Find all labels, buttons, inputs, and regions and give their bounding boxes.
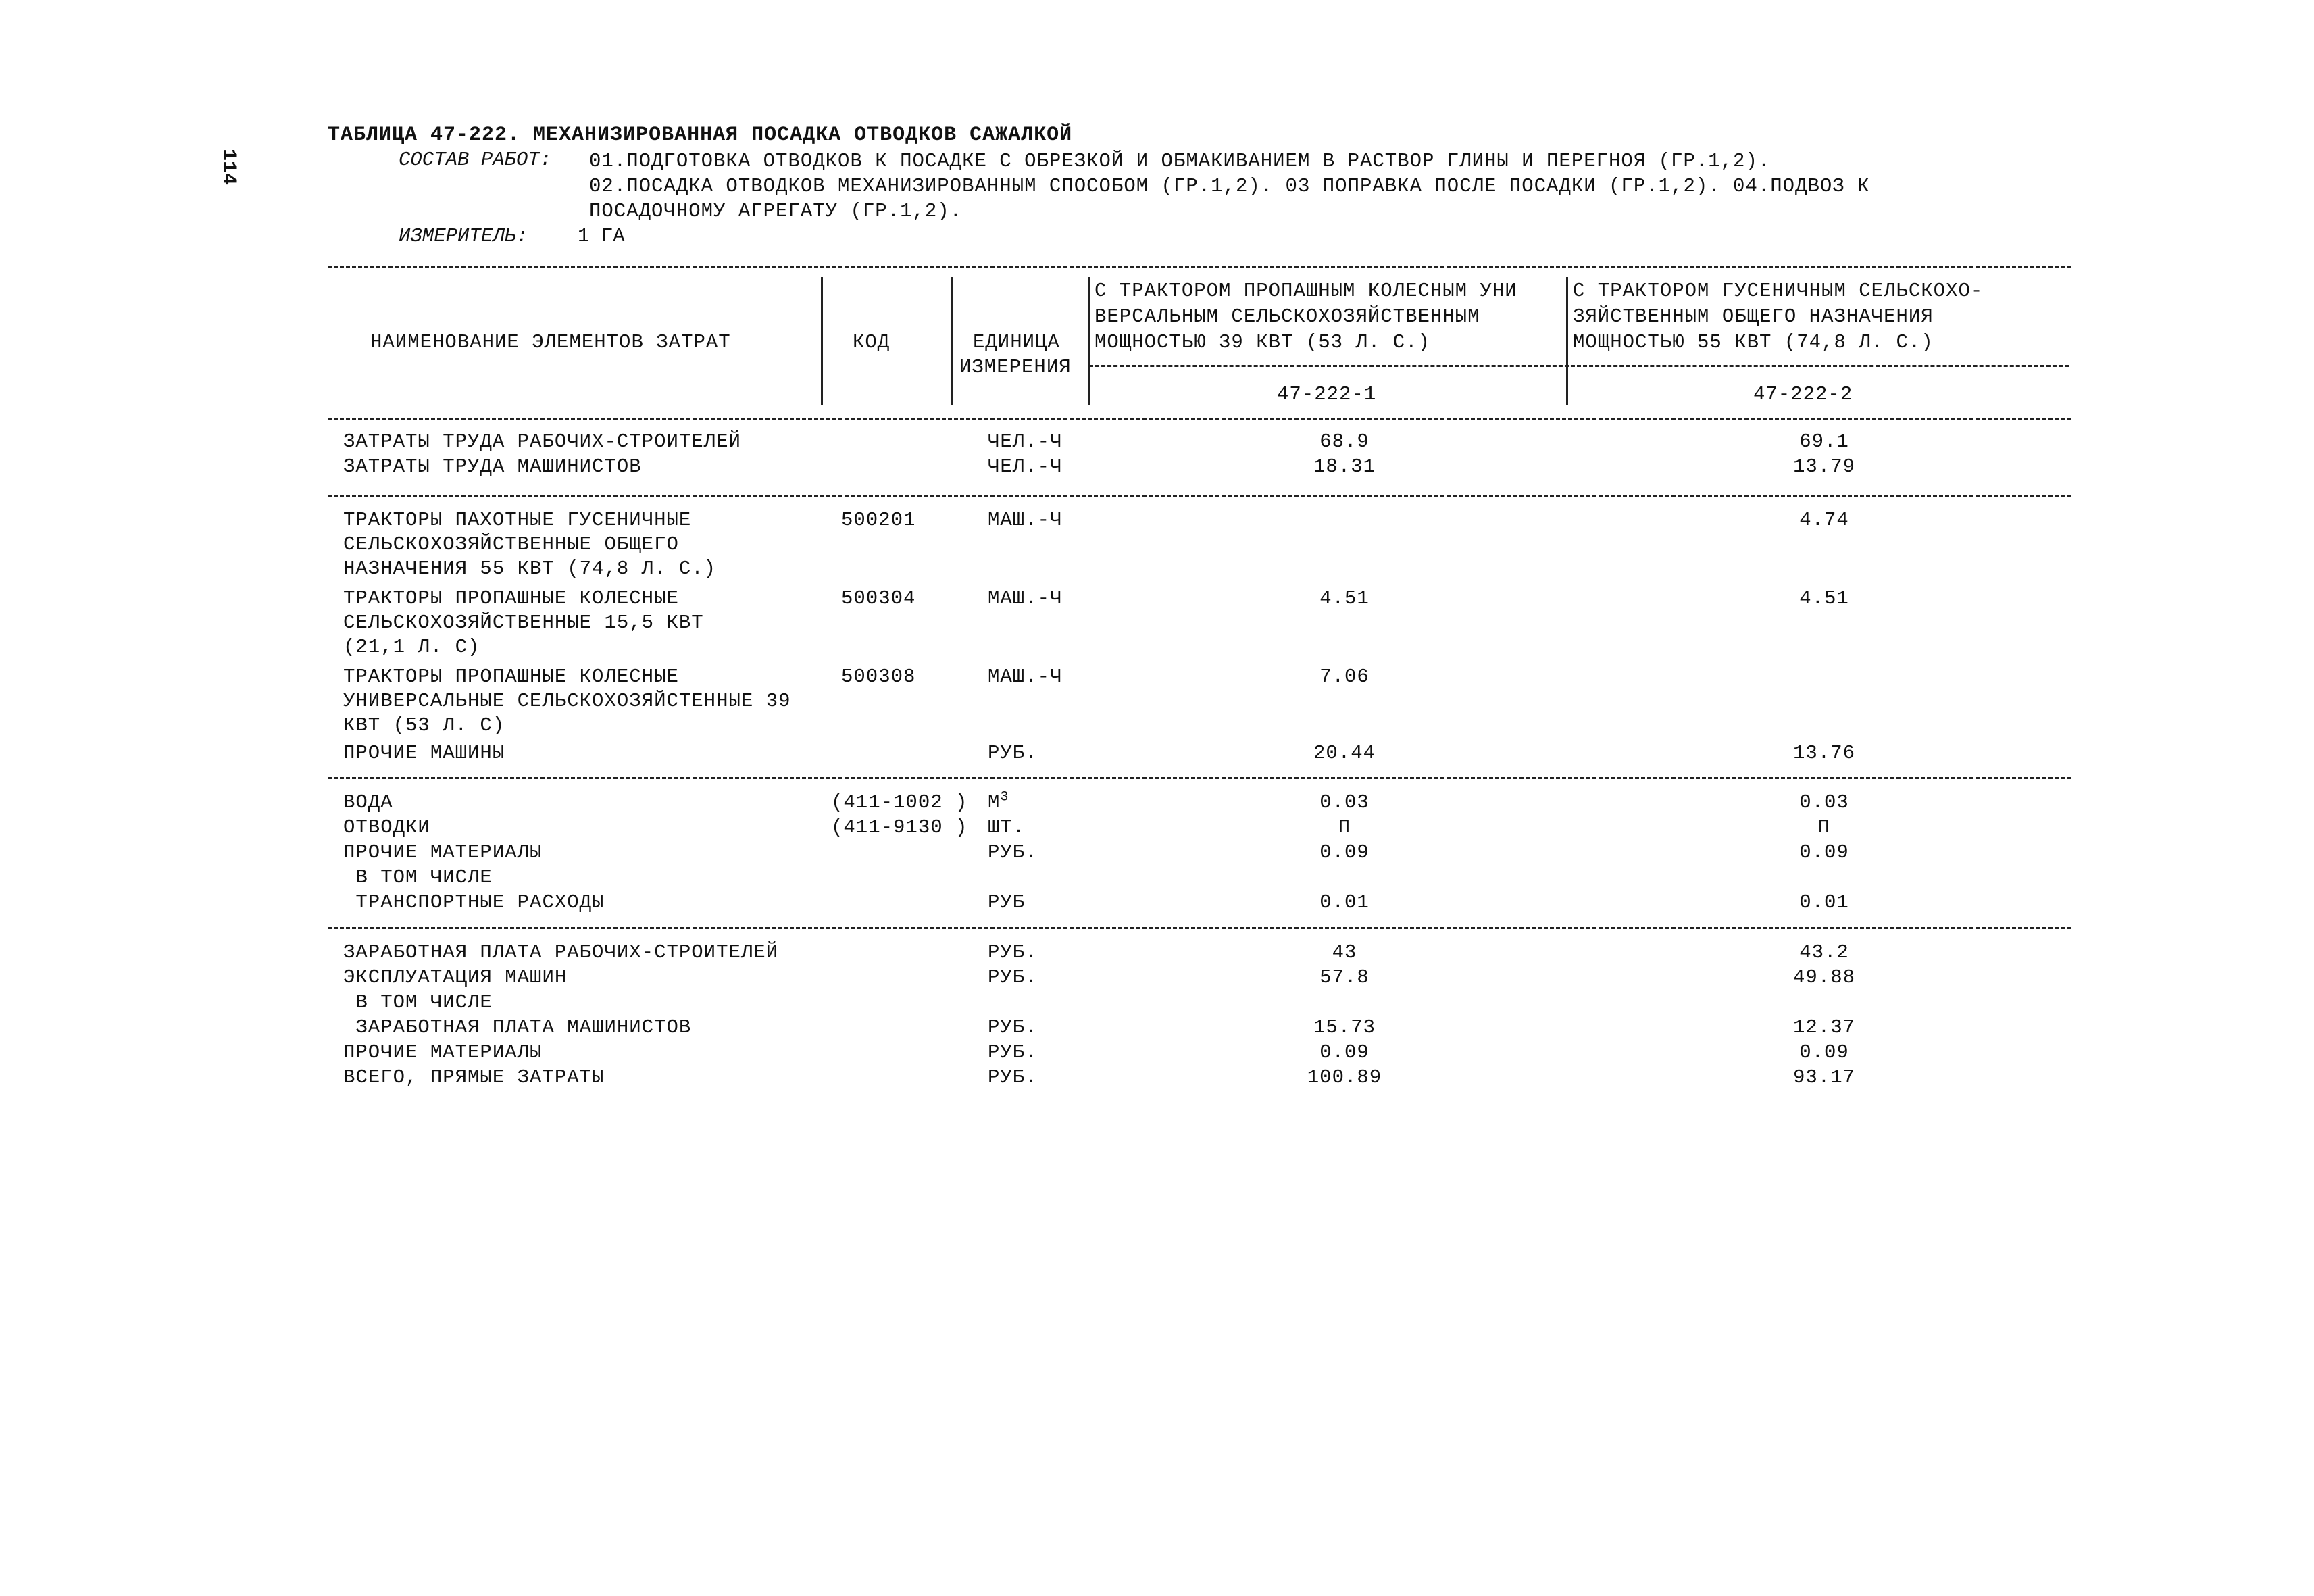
row-name: В ТОМ ЧИСЛЕ [343,991,493,1014]
column-divider [1566,277,1568,405]
row-value-col2: 13.79 [1792,455,1855,478]
row-value-col1: 0.09 [1319,841,1369,864]
section-rule [328,777,2071,779]
row-unit: ЧЕЛ.-Ч [988,430,1063,453]
meter-label: ИЗМЕРИТЕЛЬ: [399,225,528,247]
row-unit: МАШ.-Ч [988,587,1063,609]
row-unit: $М^3$ [988,789,1009,814]
row-name: ЗАТРАТЫ ТРУДА МАШИНИСТОВ [343,455,642,478]
work-composition-line: ПОСАДОЧНОМУ АГРЕГАТУ (ГР.1,2). [589,200,963,222]
column-divider [951,277,953,405]
column-divider [1088,277,1090,405]
row-value-col2: 0.09 [1799,1041,1849,1064]
row-unit: РУБ. [988,1066,1038,1089]
row-value-col1: П [1338,816,1351,839]
row-name: ТРАКТОРЫ ПРОПАШНЫЕ КОЛЕСНЫЕ СЕЛЬСКОХОЗЯЙСТВЕННЫЕ 15,5 КВТ (21,1 Л. С) [343,587,704,658]
row-name: ПРОЧИЕ МАШИНЫ [343,742,505,764]
row-name: ЗАТРАТЫ ТРУДА РАБОЧИХ-СТРОИТЕЛЕЙ [343,430,741,453]
row-value-col2: 69.1 [1799,430,1849,453]
row-value-col2: 0.09 [1799,841,1849,864]
row-value-col2: 49.88 [1792,966,1855,989]
header-col1-code: 47-222-1 [1277,383,1377,405]
row-value-col2: 12.37 [1792,1016,1855,1039]
header-sub-rule [1089,365,2069,367]
row-value-col2: 93.17 [1792,1066,1855,1089]
row-name: ОТВОДКИ [343,816,430,839]
row-value-col2: 4.51 [1799,587,1849,609]
row-unit: ЧЕЛ.-Ч [988,455,1063,478]
row-unit: РУБ. [988,1016,1038,1039]
row-name: ТРАКТОРЫ ПРОПАШНЫЕ КОЛЕСНЫЕ УНИВЕРСАЛЬНЫЕ СЕЛЬСКОХОЗЯЙСТЕННЫЕ 39 КВТ (53 Л. С) [343,666,791,737]
row-value-col2: 43.2 [1799,941,1849,964]
work-composition-line: 01.ПОДГОТОВКА ОТВОДКОВ К ПОСАДКЕ С ОБРЕЗКОЙ И ОБМАКИВАНИЕМ В РАСТВОР ГЛИНЫ И ПЕРЕГНОЯ (ГР.1,2). [589,150,1771,172]
row-unit: РУБ. [988,841,1038,864]
header-col2-code: 47-222-2 [1753,383,1853,405]
header-code: КОД [853,331,890,353]
header-col2-line: МОЩНОСТЬЮ 55 КВТ (74,8 Л. С.) [1573,331,1934,353]
meter-value: 1 ГА [578,225,625,247]
row-value-col2: П [1817,816,1831,839]
row-code: 500308 [841,666,916,688]
row-name: ЭКСПЛУАТАЦИЯ МАШИН [343,966,568,989]
row-value-col1: 100.89 [1307,1066,1382,1089]
header-bottom-rule [328,418,2071,420]
row-name: ВОДА [343,791,393,814]
row-value-col1: 0.03 [1319,791,1369,814]
row-unit: РУБ. [988,1041,1038,1064]
row-name: ТРАКТОРЫ ПАХОТНЫЕ ГУСЕНИЧНЫЕ СЕЛЬСКОХОЗЯЙСТВЕННЫЕ ОБЩЕГО НАЗНАЧЕНИЯ 55 КВТ (74,8 Л. С.) [343,509,717,580]
row-value-col1: 0.09 [1319,1041,1369,1064]
row-value-col2: 0.01 [1799,891,1849,914]
row-code: (411-9130 ) [831,816,968,839]
row-unit: РУБ. [988,941,1038,964]
row-value-col2: 13.76 [1792,742,1855,764]
row-value-col1: 20.44 [1313,742,1376,764]
row-name: В ТОМ ЧИСЛЕ [343,866,493,889]
table-top-rule [328,266,2071,268]
header-unit-line2: ИЗМЕРЕНИЯ [959,356,1072,378]
row-value-col2: 0.03 [1799,791,1849,814]
work-composition-line: 02.ПОСАДКА ОТВОДКОВ МЕХАНИЗИРОВАННЫМ СПОСОБОМ (ГР.1,2). 03 ПОПРАВКА ПОСЛЕ ПОСАДКИ (ГР.1,2). 04.ПОДВОЗ К [589,175,1870,197]
header-unit: ЕДИНИЦА [973,331,1060,353]
row-value-col1: 18.31 [1313,455,1376,478]
row-unit: РУБ. [988,742,1038,764]
row-value-col1: 68.9 [1319,430,1369,453]
page-number: 114 [217,149,240,186]
row-name: ВСЕГО, ПРЯМЫЕ ЗАТРАТЫ [343,1066,605,1089]
header-col2-line: С ТРАКТОРОМ ГУСЕНИЧНЫМ СЕЛЬСКОХО- [1573,280,1984,302]
row-value-col1: 7.06 [1319,666,1369,688]
row-unit: МАШ.-Ч [988,666,1063,688]
header-col2-line: ЗЯЙСТВЕННЫМ ОБЩЕГО НАЗНАЧЕНИЯ [1573,305,1934,328]
work-composition-label: СОСТАВ РАБОТ: [399,149,552,171]
header-col1-line: МОЩНОСТЬЮ 39 КВТ (53 Л. С.) [1095,331,1430,353]
row-name: ТРАНСПОРТНЫЕ РАСХОДЫ [343,891,605,914]
row-unit: МАШ.-Ч [988,509,1063,531]
row-code: (411-1002 ) [831,791,968,814]
section-rule [328,495,2071,497]
row-name: ПРОЧИЕ МАТЕРИАЛЫ [343,1041,543,1064]
header-col1-line: ВЕРСАЛЬНЫМ СЕЛЬСКОХОЗЯЙСТВЕННЫМ [1095,305,1480,328]
row-unit: РУБ. [988,966,1038,989]
header-name: НАИМЕНОВАНИЕ ЭЛЕМЕНТОВ ЗАТРАТ [370,331,731,353]
section-rule [328,927,2071,929]
row-name: ПРОЧИЕ МАТЕРИАЛЫ [343,841,543,864]
column-divider [821,277,823,405]
header-col1-line: С ТРАКТОРОМ ПРОПАШНЫМ КОЛЕСНЫМ УНИ [1095,280,1517,302]
row-code: 500304 [841,587,916,609]
row-value-col2: 4.74 [1799,509,1849,531]
row-code: 500201 [841,509,916,531]
row-name: ЗАРАБОТНАЯ ПЛАТА МАШИНИСТОВ [343,1016,692,1039]
row-value-col1: 43 [1332,941,1357,964]
row-unit: ШТ. [988,816,1026,839]
row-value-col1: 57.8 [1319,966,1369,989]
row-value-col1: 15.73 [1313,1016,1376,1039]
table-title: ТАБЛИЦА 47-222. МЕХАНИЗИРОВАННАЯ ПОСАДКА ОТВОДКОВ САЖАЛКОЙ [328,124,1073,147]
row-value-col1: 4.51 [1319,587,1369,609]
work-composition-text [589,149,2055,224]
row-name: ЗАРАБОТНАЯ ПЛАТА РАБОЧИХ-СТРОИТЕЛЕЙ [343,941,779,964]
row-value-col1: 0.01 [1319,891,1369,914]
row-unit: РУБ [988,891,1026,914]
